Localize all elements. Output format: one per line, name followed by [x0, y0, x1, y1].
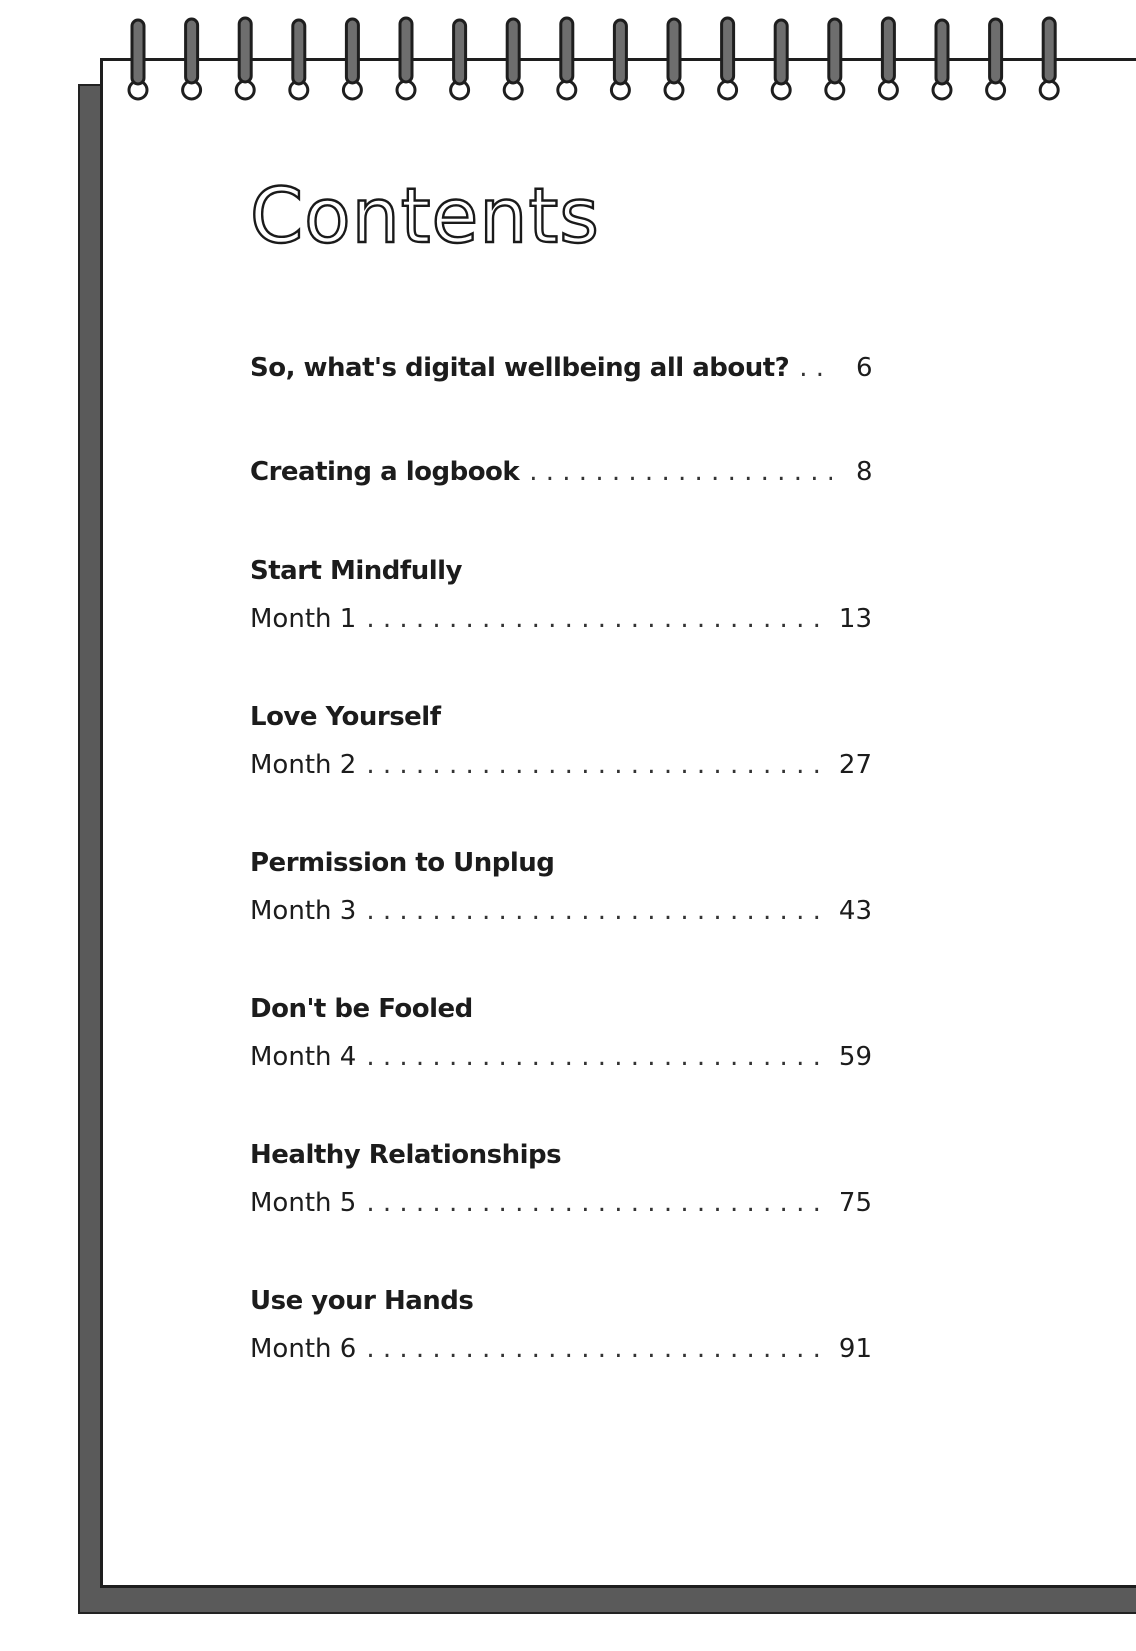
page-title: Contents — [250, 171, 600, 260]
toc-page-number: 27 — [838, 750, 872, 780]
toc-entry[interactable] — [250, 444, 872, 500]
spacer — [250, 1228, 872, 1278]
spiral-ring-icon — [772, 20, 790, 99]
toc-entry-title: So, what's digital wellbeing all about? — [250, 353, 790, 383]
spiral-ring-icon — [719, 18, 737, 99]
toc-page-number: 43 — [838, 896, 872, 926]
spacer — [250, 936, 872, 986]
toc-entry-title: Creating a logbook — [250, 457, 520, 487]
leader-dots — [366, 740, 829, 790]
spiral-ring-icon — [826, 19, 844, 99]
toc-section-title: Healthy Relationships — [250, 1140, 562, 1170]
spacer — [250, 396, 872, 444]
toc-section-month: Month 2 — [250, 750, 357, 780]
table-of-contents — [250, 340, 872, 1374]
spiral-ring-icon — [1040, 18, 1058, 99]
toc-page-number: 13 — [838, 604, 872, 634]
leader-dots — [366, 886, 829, 936]
spiral-ring-icon — [933, 20, 951, 99]
toc-section-title: Start Mindfully — [250, 556, 463, 586]
toc-section-title: Use your Hands — [250, 1286, 474, 1316]
spiral-ring-icon — [183, 19, 201, 99]
leader-dots — [366, 594, 829, 644]
spiral-ring-icon — [290, 20, 308, 99]
toc-page-number: 8 — [855, 457, 872, 487]
spiral-ring-icon — [129, 20, 147, 99]
toc-section[interactable] — [250, 986, 872, 1082]
toc-section[interactable] — [250, 1132, 872, 1228]
toc-section-title: Don't be Fooled — [250, 994, 473, 1024]
toc-section-title: Permission to Unplug — [250, 848, 555, 878]
spiral-ring-icon — [665, 19, 683, 99]
spiral-ring-icon — [558, 18, 576, 99]
toc-section-month: Month 1 — [250, 604, 357, 634]
spiral-binding-icon — [100, 0, 1136, 110]
spacer — [250, 644, 872, 694]
spiral-ring-icon — [879, 18, 897, 99]
spiral-ring-icon — [504, 19, 522, 99]
leader-dots — [529, 444, 832, 500]
toc-page-number: 59 — [838, 1042, 872, 1072]
spiral-ring-icon — [611, 20, 629, 99]
leader-dots — [366, 1178, 829, 1228]
toc-section[interactable] — [250, 694, 872, 790]
toc-page-number: 91 — [838, 1334, 872, 1364]
leader-dots — [799, 340, 832, 396]
spiral-ring-icon — [987, 19, 1005, 99]
spiral-ring-icon — [397, 18, 415, 99]
toc-page-number: 6 — [855, 353, 872, 383]
toc-section-title: Love Yourself — [250, 702, 441, 732]
leader-dots — [366, 1032, 829, 1082]
toc-section-month: Month 3 — [250, 896, 357, 926]
toc-section[interactable] — [250, 840, 872, 936]
spiral-ring-icon — [451, 20, 469, 99]
leader-dots — [366, 1324, 829, 1374]
toc-page-number: 75 — [838, 1188, 872, 1218]
spiral-ring-icon — [343, 19, 361, 99]
spacer — [250, 500, 872, 548]
toc-section-month: Month 6 — [250, 1334, 357, 1364]
toc-section[interactable] — [250, 1278, 872, 1374]
spiral-ring-icon — [236, 18, 254, 99]
spacer — [250, 790, 872, 840]
spacer — [250, 1082, 872, 1132]
toc-section-month: Month 5 — [250, 1188, 357, 1218]
toc-entry[interactable] — [250, 340, 872, 396]
toc-section-month: Month 4 — [250, 1042, 357, 1072]
toc-section[interactable] — [250, 548, 872, 644]
